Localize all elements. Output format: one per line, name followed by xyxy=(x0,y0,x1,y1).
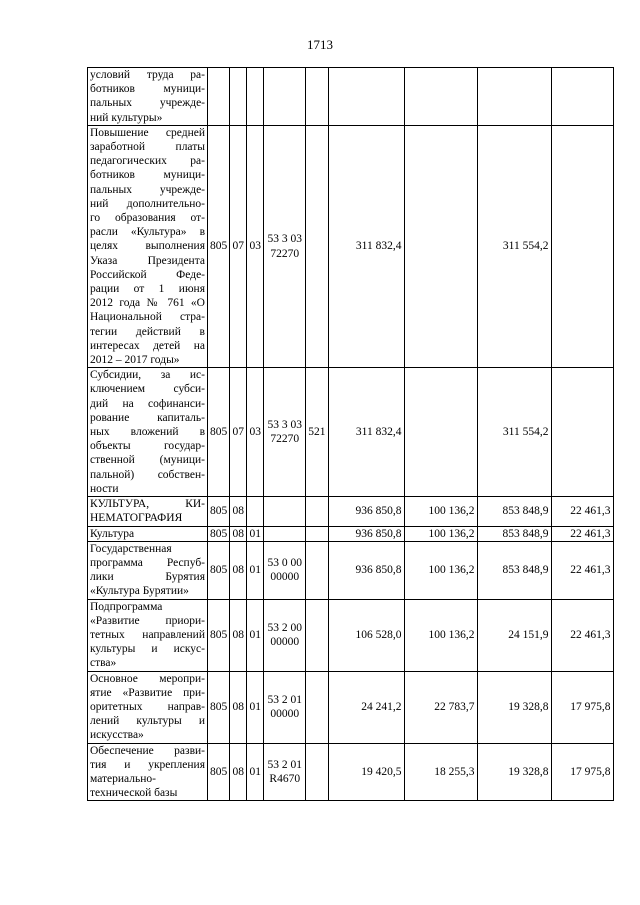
item-name-cell xyxy=(88,68,208,126)
section-code-cell: 08 xyxy=(230,541,247,599)
amount-total-cell: 936 850,8 xyxy=(328,497,404,526)
section-code-cell: 07 xyxy=(230,125,247,367)
amount-total-next-cell: 19 328,8 xyxy=(477,743,551,801)
amount-total-cell: 19 420,5 xyxy=(328,743,404,801)
amount-total-next-cell: 311 554,2 xyxy=(477,125,551,367)
target-article-cell xyxy=(264,497,306,526)
item-name-line: целях выполнения xyxy=(90,240,205,253)
target-article-cell: 53 0 00 00000 xyxy=(264,541,306,599)
subsection-code-cell xyxy=(247,497,264,526)
item-name-line: пальных учрежде- xyxy=(90,97,205,110)
amount-federal-cell: 100 136,2 xyxy=(404,497,477,526)
amount-federal-cell: 100 136,2 xyxy=(404,599,477,671)
item-name-line: ботников муници- xyxy=(90,169,205,182)
expense-type-cell xyxy=(306,526,328,541)
item-name-line: Российской Феде- xyxy=(90,268,205,281)
budget-table xyxy=(87,67,614,801)
item-name-cell xyxy=(88,368,208,497)
amount-federal-next-cell: 22 461,3 xyxy=(551,599,613,671)
amount-total-cell: 936 850,8 xyxy=(328,526,404,541)
subsection-code-cell: 01 xyxy=(247,743,264,801)
page-number: 1713 xyxy=(307,37,333,52)
subsection-code-cell: 01 xyxy=(247,671,264,743)
item-name-line: объекты государ- xyxy=(90,440,205,453)
amount-federal-next-cell: 22 461,3 xyxy=(551,497,613,526)
item-name-line: НЕМАТОГРАФИЯ xyxy=(90,512,183,525)
amount-federal-cell: 100 136,2 xyxy=(404,541,477,599)
grbs-code-cell: 805 xyxy=(208,599,230,671)
item-name-cell xyxy=(88,497,208,526)
item-name-line: 2012 – 2017 годы» xyxy=(90,354,180,367)
grbs-code-cell: 805 xyxy=(208,671,230,743)
expense-type-cell xyxy=(306,599,328,671)
item-name-line: Основное меропри- xyxy=(90,672,205,685)
item-name-line: КУЛЬТУРА, КИ- xyxy=(90,498,205,511)
grbs-code-cell: 805 xyxy=(208,526,230,541)
item-name-line: рации от 1 июня xyxy=(90,283,205,296)
subsection-code-cell: 01 xyxy=(247,599,264,671)
expense-type-cell xyxy=(306,743,328,801)
grbs-code-cell: 805 xyxy=(208,743,230,801)
item-name-line: ятие «Развитие при- xyxy=(90,686,205,699)
target-article-cell xyxy=(264,68,306,126)
item-name-line: 2012 года № 761 «О xyxy=(90,297,205,310)
amount-total-next-cell: 853 848,9 xyxy=(477,497,551,526)
item-name-line: ности xyxy=(90,482,119,495)
item-name-line: Указа Президента xyxy=(90,254,205,267)
item-name-line: пальной) собствен- xyxy=(90,468,205,481)
item-name-line: культуры и искус- xyxy=(90,643,205,656)
item-name-line: расли «Культура» в xyxy=(90,226,205,239)
item-name-line: лений культуры и xyxy=(90,715,205,728)
target-article-cell: 53 3 03 72270 xyxy=(264,125,306,367)
grbs-code-cell: 805 xyxy=(208,497,230,526)
section-code-cell: 08 xyxy=(230,497,247,526)
item-name-cell xyxy=(88,125,208,367)
item-name-line: условий труда ра- xyxy=(90,69,205,81)
amount-federal-next-cell: 17 975,8 xyxy=(551,743,613,801)
section-code-cell: 07 xyxy=(230,368,247,497)
amount-federal-cell: 18 255,3 xyxy=(404,743,477,801)
grbs-code-cell: 805 xyxy=(208,125,230,367)
expense-type-cell xyxy=(306,671,328,743)
section-code-cell: 08 xyxy=(230,526,247,541)
target-article-cell: 53 2 00 00000 xyxy=(264,599,306,671)
amount-total-next-cell: 19 328,8 xyxy=(477,671,551,743)
amount-total-next-cell xyxy=(477,68,551,126)
expense-type-cell xyxy=(306,541,328,599)
table-row xyxy=(88,671,614,743)
item-name-line: Подпрограмма xyxy=(90,600,163,613)
amount-total-cell: 311 832,4 xyxy=(328,125,404,367)
subsection-code-cell: 01 xyxy=(247,541,264,599)
table-row xyxy=(88,541,614,599)
item-name-line: Культура xyxy=(90,527,135,540)
item-name-cell xyxy=(88,743,208,801)
item-name-line: го образования от- xyxy=(90,212,205,225)
subsection-code-cell: 03 xyxy=(247,125,264,367)
item-name-line: тия и укрепления xyxy=(90,758,205,771)
amount-federal-next-cell xyxy=(551,125,613,367)
item-name-line: заработной платы xyxy=(90,141,205,154)
item-name-line: Государственная xyxy=(90,542,172,555)
amount-total-next-cell: 24 151,9 xyxy=(477,599,551,671)
amount-federal-next-cell xyxy=(551,68,613,126)
amount-federal-cell xyxy=(404,368,477,497)
item-name-line: ственной (муници- xyxy=(90,454,205,467)
section-code-cell: 08 xyxy=(230,743,247,801)
grbs-code-cell: 805 xyxy=(208,541,230,599)
item-name-line: Национальной стра- xyxy=(90,311,205,324)
item-name-line: оритетных направ- xyxy=(90,700,205,713)
amount-total-next-cell: 853 848,9 xyxy=(477,526,551,541)
item-name-line: Субсидии, за ис- xyxy=(90,369,205,382)
item-name-line: «Культура Бурятии» xyxy=(90,585,189,598)
amount-federal-cell: 100 136,2 xyxy=(404,526,477,541)
amount-federal-next-cell: 22 461,3 xyxy=(551,541,613,599)
item-name-line: Повышение средней xyxy=(90,126,205,139)
item-name-line: дий на софинанси- xyxy=(90,397,205,410)
amount-total-cell: 936 850,8 xyxy=(328,541,404,599)
item-name-line: педагогических ра- xyxy=(90,155,205,168)
amount-total-cell: 311 832,4 xyxy=(328,368,404,497)
amount-federal-next-cell xyxy=(551,368,613,497)
grbs-code-cell xyxy=(208,68,230,126)
table-row xyxy=(88,68,614,126)
expense-type-cell xyxy=(306,125,328,367)
item-name-line: технической базы xyxy=(90,787,178,800)
item-name-cell xyxy=(88,526,208,541)
amount-total-cell xyxy=(328,68,404,126)
item-name-line: ных вложений в xyxy=(90,426,205,439)
target-article-cell: 53 2 01 00000 xyxy=(264,671,306,743)
section-code-cell: 08 xyxy=(230,671,247,743)
item-name-line: искусства» xyxy=(90,729,144,742)
table-row xyxy=(88,526,614,541)
table-row xyxy=(88,743,614,801)
table-row xyxy=(88,599,614,671)
amount-total-next-cell: 311 554,2 xyxy=(477,368,551,497)
amount-total-cell: 24 241,2 xyxy=(328,671,404,743)
section-code-cell xyxy=(230,68,247,126)
item-name-line: лики Бурятия xyxy=(90,571,205,584)
item-name-line: ний культуры» xyxy=(90,111,163,124)
subsection-code-cell xyxy=(247,68,264,126)
item-name-cell xyxy=(88,671,208,743)
item-name-line: тетных направлений xyxy=(90,628,205,641)
subsection-code-cell: 01 xyxy=(247,526,264,541)
item-name-line: материально- xyxy=(90,772,156,785)
amount-federal-next-cell: 22 461,3 xyxy=(551,526,613,541)
target-article-cell xyxy=(264,526,306,541)
table-row xyxy=(88,497,614,526)
amount-federal-next-cell: 17 975,8 xyxy=(551,671,613,743)
target-article-cell: 53 3 03 72270 xyxy=(264,368,306,497)
expense-type-cell xyxy=(306,497,328,526)
item-name-cell xyxy=(88,541,208,599)
expense-type-cell xyxy=(306,68,328,126)
item-name-line: «Развитие приори- xyxy=(90,614,205,627)
target-article-cell: 53 2 01 R4670 xyxy=(264,743,306,801)
amount-federal-cell xyxy=(404,68,477,126)
item-name-line: ний дополнительно- xyxy=(90,197,205,210)
amount-federal-cell xyxy=(404,125,477,367)
amount-total-cell: 106 528,0 xyxy=(328,599,404,671)
table-row xyxy=(88,368,614,497)
table-row xyxy=(88,125,614,367)
item-name-line: пальных учрежде- xyxy=(90,183,205,196)
item-name-line: Обеспечение разви- xyxy=(90,744,205,757)
subsection-code-cell: 03 xyxy=(247,368,264,497)
item-name-cell xyxy=(88,599,208,671)
item-name-line: программа Респуб- xyxy=(90,556,205,569)
amount-total-next-cell: 853 848,9 xyxy=(477,541,551,599)
item-name-line: интересах детей на xyxy=(90,339,205,352)
grbs-code-cell: 805 xyxy=(208,368,230,497)
item-name-line: ключением субси- xyxy=(90,383,205,396)
item-name-line: ботников муници- xyxy=(90,83,205,96)
item-name-line: рование капиталь- xyxy=(90,411,205,424)
section-code-cell: 08 xyxy=(230,599,247,671)
expense-type-cell: 521 xyxy=(306,368,328,497)
item-name-line: тегии действий в xyxy=(90,325,205,338)
amount-federal-cell: 22 783,7 xyxy=(404,671,477,743)
table-body xyxy=(88,68,614,801)
item-name-line: ства» xyxy=(90,657,117,670)
